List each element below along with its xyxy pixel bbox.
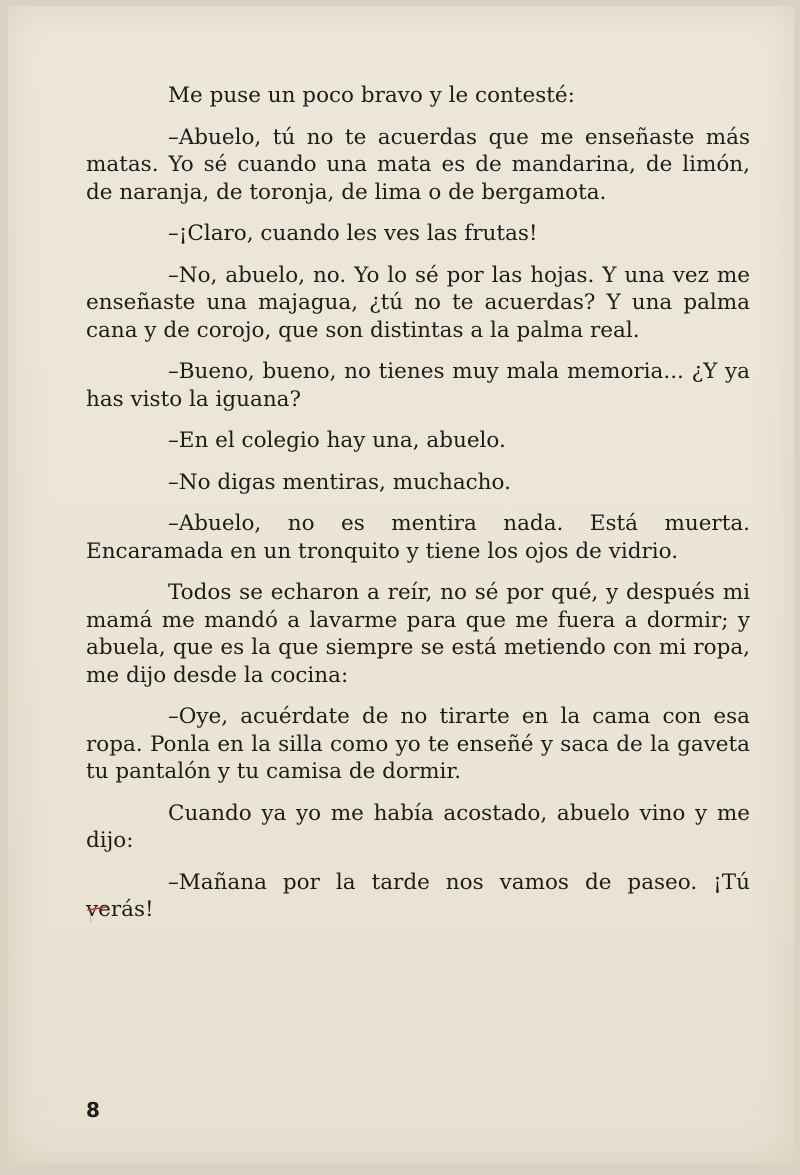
paragraph: –Oye, acuérdate de no tirarte en la cama con esa ropa. Ponla en la silla como yo te enseñé y saca de la gaveta tu pantalón y tu camisa de dormir.: [86, 704, 750, 784]
margin-pen-mark: [86, 904, 108, 924]
paragraph: Todos se echaron a reír, no sé por qué, y después mi mamá me mandó a lavarme para que me fuera a dormir; y abuela, que es la que siempre se está metiendo con mi ropa, me dijo desde la cocina:: [86, 580, 750, 688]
page-number: 8: [86, 1098, 100, 1122]
book-page: [8, 6, 794, 1164]
paragraph: Me puse un poco bravo y le contesté:: [168, 83, 575, 108]
paragraph: –No digas mentiras, muchacho.: [168, 469, 511, 495]
paragraph: –Abuelo, tú no te acuerdas que me enseñaste más matas. Yo sé cuando una mata es de mandarina, de limón, de naranja, de toronja, de lima o de bergamota.: [86, 124, 750, 205]
paragraph: –Bueno, bueno, no tienes muy mala memoria... ¿Y ya has visto la iguana?: [86, 359, 750, 412]
paragraph: –Mañana por la tarde nos vamos de paseo. ¡Tú verás!: [86, 869, 750, 922]
paragraph: –No, abuelo, no. Yo lo sé por las hojas. Y una vez me enseñaste una majagua, ¿tú no te acuerdas? Y una palma cana y de corojo, que son distintas a la palma real.: [86, 262, 750, 343]
body-text: [86, 82, 750, 938]
paragraph: –Abuelo, no es mentira nada. Está muerta. Encaramada en un tronquito y tiene los ojos de vidrio.: [86, 511, 750, 564]
paragraph: –En el colegio hay una, abuelo.: [168, 428, 506, 453]
paragraph: –¡Claro, cuando les ves las frutas!: [168, 221, 538, 246]
paragraph: Cuando ya yo me había acostado, abuelo vino y me dijo:: [86, 800, 750, 853]
